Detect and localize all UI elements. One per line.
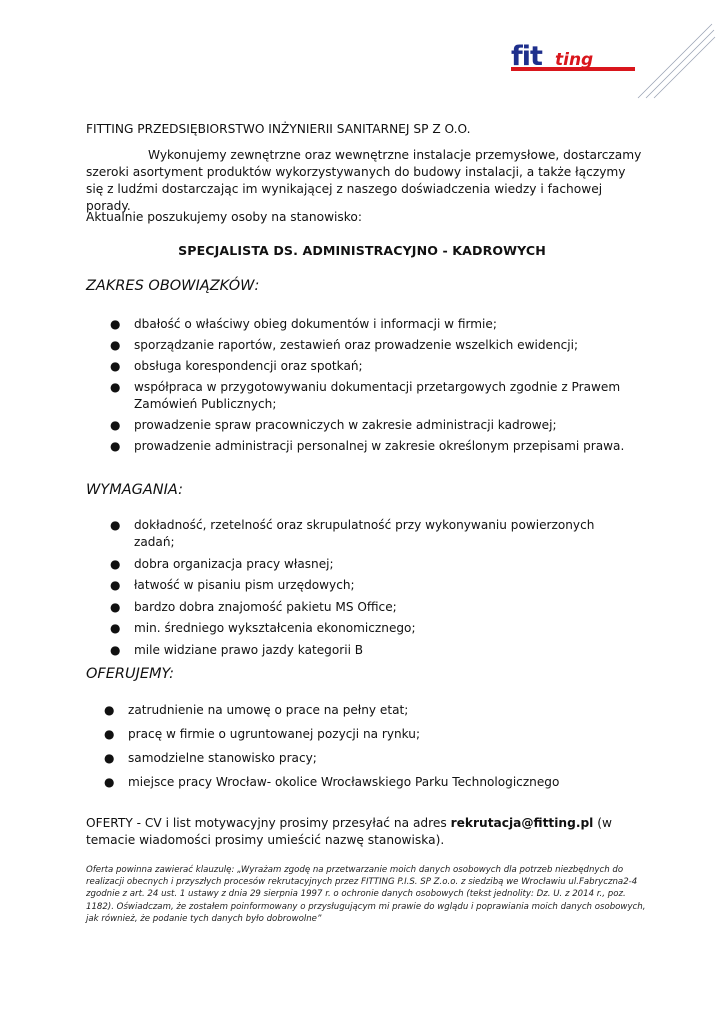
list-item: ● łatwość w pisaniu pism urzędowych; — [110, 578, 355, 593]
offer-list — [104, 702, 628, 798]
email-link[interactable]: rekrutacja@fitting.pl — [450, 816, 594, 830]
logo-text-fit: fit — [511, 42, 542, 72]
duties-list — [110, 316, 634, 459]
bullet-icon: ● — [104, 751, 115, 765]
list-item: ● obsługa korespondencji oraz spotkań; — [110, 359, 363, 373]
looking-for-text: Aktualnie poszukujemy osoby na stanowisko: — [86, 210, 362, 224]
bullet-icon: ● — [110, 518, 121, 532]
list-item: ● miejsce pracy Wrocław- okolice Wrocławskiego Parku Technologicznego — [104, 775, 560, 789]
fitting-logo — [509, 42, 639, 76]
bullet-icon: ● — [110, 621, 121, 636]
bullet-icon: ● — [110, 359, 121, 373]
consent-clause: Oferta powinna zawierać klauzulę: „Wyrażam zgodę na przetwarzanie moich danych osobowych dla potrzeb niezbędnych do realizacji obecnych i przyszłych procesów rekrutacyjnych przez FITTING P.I.S. SP Z.o.o. z siedzibą we Wrocławiu ul.Fabryczna2-4 zgodnie z art. 24 ust. 1 ustawy z dnia 29 sierpnia 1997 r. o ochronie danych osobowych (tekst jednolity: Dz. U. z 2014 r., poz. 1182). Oświadczam, że zostałem poinformowany o przysługującym mi prawie do wglądu i poprawiania moich danych osobowych, jak również, że podanie tych danych było dobrowolne” — [86, 865, 646, 924]
list-item: ● samodzielne stanowisko pracy; — [104, 751, 317, 765]
bullet-icon: ● — [110, 599, 121, 614]
intro-paragraph: Wykonujemy zewnętrzne oraz wewnętrzne instalacje przemysłowe, dostarczamy szeroki asortyment produktów wykorzystywanych do budowy instalacji, a także łączymy się z ludźmi dostarczając im wynikającej z naszego doświadczenia wiedzy i fachowej porady. — [86, 148, 642, 213]
bullet-icon: ● — [104, 703, 115, 717]
offer-heading: OFERUJEMY: — [86, 666, 175, 682]
bullet-icon: ● — [110, 439, 121, 453]
requirements-list — [110, 517, 634, 664]
position-title: SPECJALISTA DS. ADMINISTRACYJNO - KADROWYCH — [178, 243, 546, 258]
list-item: ● dobra organizacja pracy własnej; — [110, 556, 334, 571]
requirements-heading: WYMAGANIA: — [86, 482, 183, 498]
list-item: ● mile widziane prawo jazdy kategorii B — [110, 642, 364, 657]
list-item: ● bardzo dobra znajomość pakietu MS Office; — [110, 599, 397, 614]
bullet-icon: ● — [110, 380, 121, 394]
bullet-icon: ● — [104, 775, 115, 789]
list-item: ● sporządzanie raportów, zestawień oraz prowadzenie wszelkich ewidencji; — [110, 338, 579, 352]
list-item: ● dokładność, rzetelność oraz skrupulatność przy wykonywaniu powierzonych zadań; — [110, 518, 595, 549]
list-item: ● min. średniego wykształcenia ekonomicznego; — [110, 621, 416, 636]
list-item: ● pracę w firmie o ugruntowanej pozycji na rynku; — [104, 727, 421, 741]
bullet-icon: ● — [104, 727, 115, 741]
offers-paragraph: OFERTY - CV i list motywacyjny prosimy przesyłać na adres rekrutacja@fitting.pl (w temacie wiadomości prosimy umieścić nazwę stanowiska). — [86, 816, 612, 847]
list-item: ● zatrudnienie na umowę o prace na pełny etat; — [104, 703, 409, 717]
bullet-icon: ● — [110, 642, 121, 657]
list-item: ● dbałość o właściwy obieg dokumentów i informacji w firmie; — [110, 317, 497, 331]
bullet-icon: ● — [110, 418, 121, 432]
list-item: ● prowadzenie administracji personalnej w zakresie określonym przepisami prawa. — [110, 439, 625, 453]
decorative-lines — [636, 20, 716, 100]
bullet-icon: ● — [110, 317, 121, 331]
list-item: ● prowadzenie spraw pracowniczych w zakresie administracji kadrowej; — [110, 418, 557, 432]
logo-text-ting: ting — [555, 50, 594, 70]
company-name: FITTING PRZEDSIĘBIORSTWO INŻYNIERII SANITARNEJ SP Z O.O. — [86, 122, 471, 136]
bullet-icon: ● — [110, 338, 121, 352]
bullet-icon: ● — [110, 556, 121, 571]
list-item: ● współpraca w przygotowywaniu dokumentacji przetargowych zgodnie z Prawem Zamówień Publicznych; — [110, 380, 621, 411]
duties-heading: ZAKRES OBOWIĄZKÓW: — [86, 278, 260, 294]
bullet-icon: ● — [110, 578, 121, 593]
